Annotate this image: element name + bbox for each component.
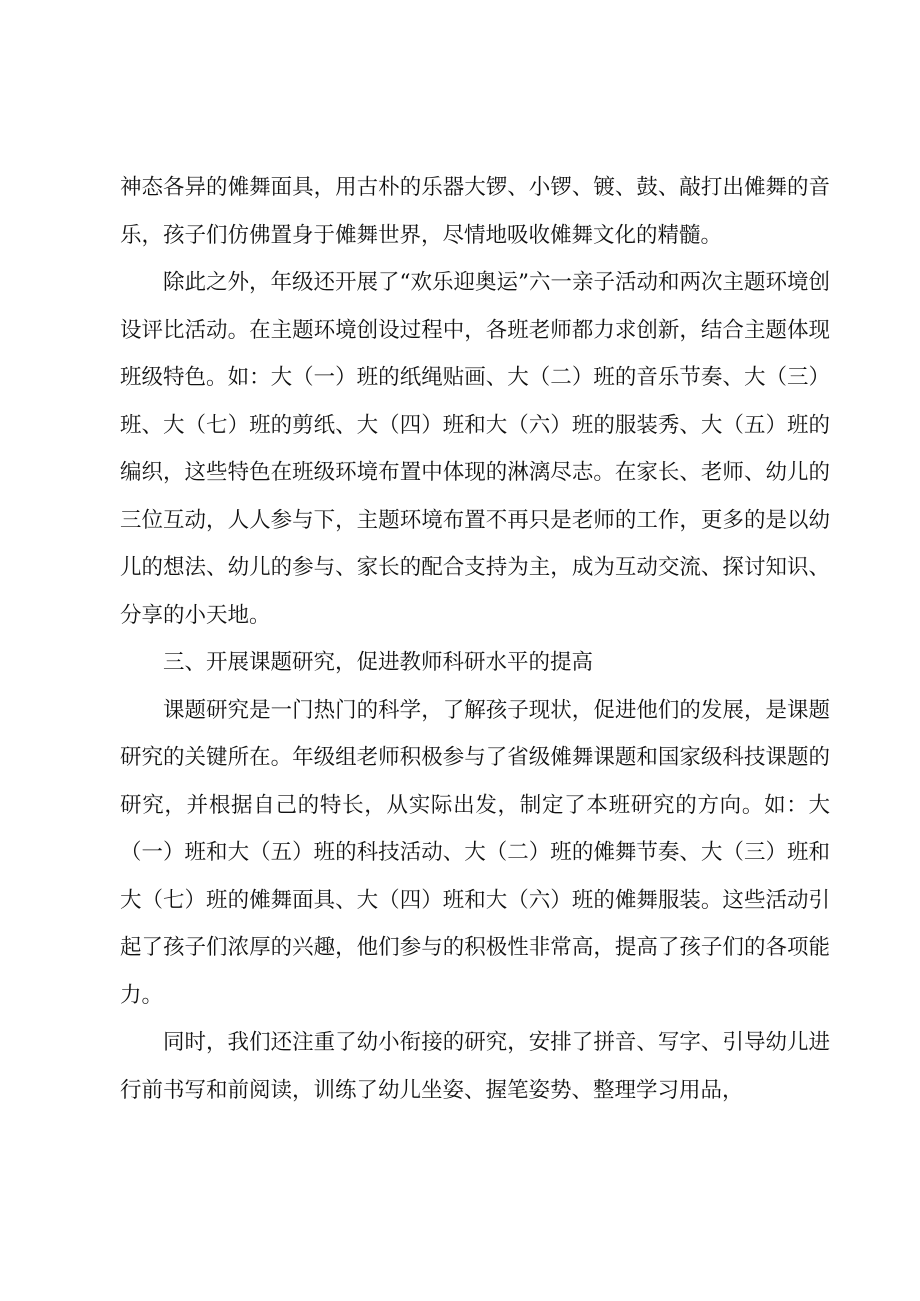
document-body: [120, 164, 830, 1114]
paragraph-transition: 同时，我们还注重了幼小衔接的研究，安排了拼音、写字、引导幼儿进行前书写和前阅读，训练了幼儿坐姿、握笔姿势、整理学习用品，: [120, 1030, 830, 1103]
paragraph-research: 课题研究是一门热门的科学，了解孩子现状，促进他们的发展，是课题研究的关键所在。年级组老师积极参与了省级傩舞课题和国家级科技课题的研究，并根据自己的特长，从实际出发，制定了本班研究的方向。如：大（一）班和大（五）班的科技活动、大（二）班的傩舞节奏、大（三）班和大（七）班的傩舞面具、大（四）班和大（六）班的傩舞服装。这些活动引起了孩子们浓厚的兴趣，他们参与的积极性非常高，提高了孩子们的各项能力。: [120, 697, 830, 1008]
section-heading-research: 三、开展课题研究，促进教师科研水平的提高: [163, 650, 594, 675]
paragraph-continuation: 神态各异的傩舞面具，用古朴的乐器大锣、小锣、镀、鼓、敲打出傩舞的音乐，孩子们仿佛置身于傩舞世界，尽情地吸收傩舞文化的精髓。: [120, 175, 830, 248]
paragraph-activities: 除此之外，年级还开展了“欢乐迎奥运”六一亲子活动和两次主题环境创设评比活动。在主题环境创设过程中，各班老师都力求创新，结合主题体现班级特色。如：大（一）班的纸绳贴画、大（二）班的音乐节奏、大（三）班、大（七）班的剪纸、大（四）班和大（六）班的服装秀、大（五）班的编织，这些特色在班级环境布置中体现的淋漓尽志。在家长、老师、幼儿的三位互动，人人参与下，主题环境布置不再只是老师的工作，更多的是以幼儿的想法、幼儿的参与、家长的配合支持为主，成为互动交流、探讨知识、分享的小天地。: [120, 270, 830, 628]
